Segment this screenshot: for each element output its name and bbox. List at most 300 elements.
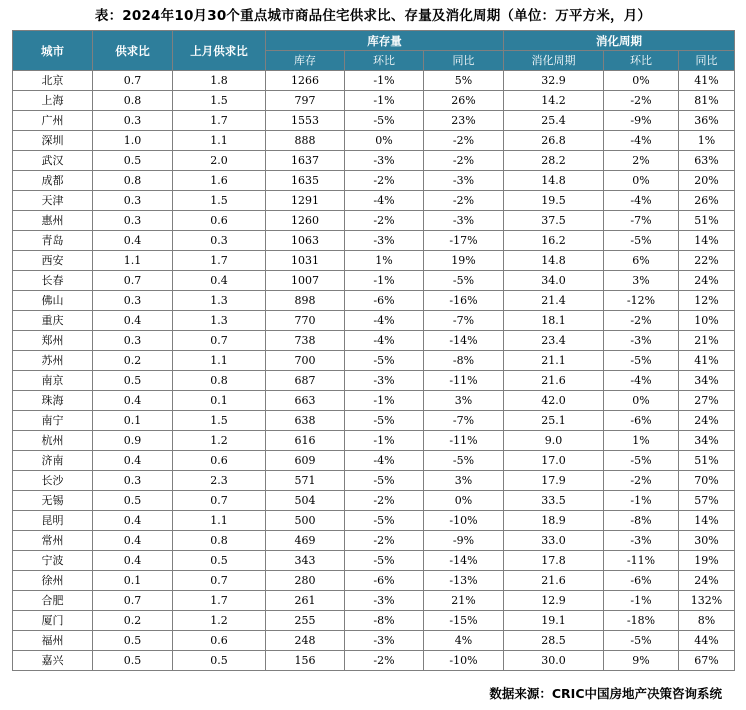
cell-inventory-yoy: 4% bbox=[424, 631, 504, 651]
cell-city: 常州 bbox=[13, 531, 93, 551]
cell-cycle-mom: 0% bbox=[604, 391, 679, 411]
cell-city: 杭州 bbox=[13, 431, 93, 451]
cell-city: 珠海 bbox=[13, 391, 93, 411]
cell-city: 成都 bbox=[13, 171, 93, 191]
cell-city: 济南 bbox=[13, 451, 93, 471]
cell-prev-supply-ratio: 0.4 bbox=[173, 271, 266, 291]
cell-inventory-mom: -5% bbox=[345, 351, 424, 371]
header-inventory-group: 库存量 bbox=[266, 31, 504, 51]
cell-prev-supply-ratio: 0.7 bbox=[173, 491, 266, 511]
table-row bbox=[13, 111, 735, 131]
cell-cycle: 14.8 bbox=[504, 251, 604, 271]
cell-cycle-mom: -6% bbox=[604, 411, 679, 431]
cell-inventory-mom: -4% bbox=[345, 191, 424, 211]
cell-prev-supply-ratio: 0.5 bbox=[173, 651, 266, 671]
cell-city: 北京 bbox=[13, 71, 93, 91]
cell-cycle-yoy: 41% bbox=[679, 351, 735, 371]
cell-inventory-yoy: -3% bbox=[424, 171, 504, 191]
cell-cycle: 14.2 bbox=[504, 91, 604, 111]
cell-inventory-mom: 0% bbox=[345, 131, 424, 151]
cell-inventory-yoy: -2% bbox=[424, 151, 504, 171]
cell-supply-ratio: 0.4 bbox=[93, 451, 173, 471]
table-row bbox=[13, 91, 735, 111]
data-source: 数据来源：CRIC中国房地产决策咨询系统 bbox=[489, 686, 722, 701]
cell-prev-supply-ratio: 2.3 bbox=[173, 471, 266, 491]
cell-supply-ratio: 0.1 bbox=[93, 571, 173, 591]
cell-inventory-mom: -6% bbox=[345, 571, 424, 591]
cell-cycle-mom: -1% bbox=[604, 591, 679, 611]
cell-inventory: 663 bbox=[266, 391, 345, 411]
cell-inventory-mom: -2% bbox=[345, 491, 424, 511]
cell-cycle: 34.0 bbox=[504, 271, 604, 291]
cell-cycle: 25.4 bbox=[504, 111, 604, 131]
cell-prev-supply-ratio: 1.1 bbox=[173, 511, 266, 531]
cell-cycle-yoy: 14% bbox=[679, 231, 735, 251]
cell-inventory-mom: -4% bbox=[345, 331, 424, 351]
cell-supply-ratio: 0.4 bbox=[93, 231, 173, 251]
cell-inventory-yoy: -16% bbox=[424, 291, 504, 311]
cell-cycle-yoy: 63% bbox=[679, 151, 735, 171]
cell-cycle: 28.5 bbox=[504, 631, 604, 651]
cell-prev-supply-ratio: 2.0 bbox=[173, 151, 266, 171]
cell-city: 徐州 bbox=[13, 571, 93, 591]
cell-cycle-yoy: 41% bbox=[679, 71, 735, 91]
cell-city: 重庆 bbox=[13, 311, 93, 331]
cell-inventory-mom: -2% bbox=[345, 211, 424, 231]
cell-cycle-yoy: 14% bbox=[679, 511, 735, 531]
table-row bbox=[13, 391, 735, 411]
cell-inventory-yoy: -5% bbox=[424, 271, 504, 291]
cell-cycle-mom: -3% bbox=[604, 331, 679, 351]
table-row bbox=[13, 511, 735, 531]
header-cycle-group: 消化周期 bbox=[504, 31, 735, 51]
cell-cycle: 33.0 bbox=[504, 531, 604, 551]
cell-cycle-mom: -5% bbox=[604, 451, 679, 471]
cell-inventory: 1266 bbox=[266, 71, 345, 91]
cell-inventory-mom: -5% bbox=[345, 511, 424, 531]
cell-city: 佛山 bbox=[13, 291, 93, 311]
cell-inventory-mom: -3% bbox=[345, 591, 424, 611]
cell-inventory-yoy: 3% bbox=[424, 471, 504, 491]
cell-inventory-yoy: -5% bbox=[424, 451, 504, 471]
cell-supply-ratio: 0.4 bbox=[93, 511, 173, 531]
cell-city: 福州 bbox=[13, 631, 93, 651]
cell-city: 上海 bbox=[13, 91, 93, 111]
cell-inventory-mom: 1% bbox=[345, 251, 424, 271]
cell-inventory: 770 bbox=[266, 311, 345, 331]
cell-cycle-mom: -6% bbox=[604, 571, 679, 591]
header-inventory-yoy: 同比 bbox=[424, 51, 504, 71]
cell-city: 天津 bbox=[13, 191, 93, 211]
cell-cycle-yoy: 1% bbox=[679, 131, 735, 151]
cell-cycle-mom: -12% bbox=[604, 291, 679, 311]
cell-inventory-mom: -2% bbox=[345, 531, 424, 551]
cell-cycle-yoy: 12% bbox=[679, 291, 735, 311]
cell-cycle: 14.8 bbox=[504, 171, 604, 191]
cell-cycle: 17.8 bbox=[504, 551, 604, 571]
cell-cycle-yoy: 8% bbox=[679, 611, 735, 631]
cell-cycle-mom: -8% bbox=[604, 511, 679, 531]
cell-city: 郑州 bbox=[13, 331, 93, 351]
cell-inventory-mom: -5% bbox=[345, 471, 424, 491]
cell-inventory-yoy: 5% bbox=[424, 71, 504, 91]
cell-inventory: 1291 bbox=[266, 191, 345, 211]
cell-cycle-yoy: 21% bbox=[679, 331, 735, 351]
cell-inventory: 571 bbox=[266, 471, 345, 491]
cell-inventory-mom: -5% bbox=[345, 411, 424, 431]
cell-inventory-yoy: 0% bbox=[424, 491, 504, 511]
cell-inventory-yoy: -17% bbox=[424, 231, 504, 251]
cell-prev-supply-ratio: 0.8 bbox=[173, 371, 266, 391]
table-row bbox=[13, 591, 735, 611]
cell-supply-ratio: 0.7 bbox=[93, 591, 173, 611]
cell-supply-ratio: 0.3 bbox=[93, 111, 173, 131]
header-city: 城市 bbox=[13, 31, 93, 71]
cell-cycle-mom: 9% bbox=[604, 651, 679, 671]
cell-cycle-mom: -4% bbox=[604, 131, 679, 151]
cell-cycle: 42.0 bbox=[504, 391, 604, 411]
cell-cycle-yoy: 51% bbox=[679, 451, 735, 471]
cell-city: 深圳 bbox=[13, 131, 93, 151]
cell-inventory: 888 bbox=[266, 131, 345, 151]
cell-prev-supply-ratio: 1.1 bbox=[173, 131, 266, 151]
cell-supply-ratio: 0.3 bbox=[93, 191, 173, 211]
cell-supply-ratio: 0.4 bbox=[93, 391, 173, 411]
cell-cycle: 17.9 bbox=[504, 471, 604, 491]
header-supply-ratio: 供求比 bbox=[93, 31, 173, 71]
cell-inventory: 261 bbox=[266, 591, 345, 611]
cell-inventory: 280 bbox=[266, 571, 345, 591]
cell-prev-supply-ratio: 1.7 bbox=[173, 251, 266, 271]
cell-supply-ratio: 1.0 bbox=[93, 131, 173, 151]
cell-inventory-yoy: -10% bbox=[424, 651, 504, 671]
cell-inventory: 797 bbox=[266, 91, 345, 111]
cell-cycle-mom: -7% bbox=[604, 211, 679, 231]
cell-cycle: 9.0 bbox=[504, 431, 604, 451]
cell-city: 厦门 bbox=[13, 611, 93, 631]
cell-inventory-mom: -4% bbox=[345, 311, 424, 331]
cell-cycle-yoy: 19% bbox=[679, 551, 735, 571]
cell-cycle-yoy: 36% bbox=[679, 111, 735, 131]
cell-inventory-yoy: -14% bbox=[424, 551, 504, 571]
cell-cycle-mom: 6% bbox=[604, 251, 679, 271]
cell-prev-supply-ratio: 1.7 bbox=[173, 111, 266, 131]
cell-cycle-yoy: 24% bbox=[679, 571, 735, 591]
table-row bbox=[13, 291, 735, 311]
cell-city: 南宁 bbox=[13, 411, 93, 431]
cell-inventory-mom: -5% bbox=[345, 551, 424, 571]
data-table bbox=[12, 30, 735, 671]
cell-prev-supply-ratio: 0.7 bbox=[173, 331, 266, 351]
cell-cycle: 33.5 bbox=[504, 491, 604, 511]
cell-inventory: 616 bbox=[266, 431, 345, 451]
cell-cycle-yoy: 24% bbox=[679, 411, 735, 431]
table-row bbox=[13, 651, 735, 671]
cell-supply-ratio: 0.8 bbox=[93, 91, 173, 111]
cell-prev-supply-ratio: 0.7 bbox=[173, 571, 266, 591]
table-row bbox=[13, 191, 735, 211]
table-row bbox=[13, 171, 735, 191]
cell-inventory: 1260 bbox=[266, 211, 345, 231]
cell-cycle: 37.5 bbox=[504, 211, 604, 231]
cell-city: 长春 bbox=[13, 271, 93, 291]
cell-supply-ratio: 0.3 bbox=[93, 211, 173, 231]
cell-inventory-yoy: 21% bbox=[424, 591, 504, 611]
cell-inventory-yoy: -14% bbox=[424, 331, 504, 351]
cell-inventory: 898 bbox=[266, 291, 345, 311]
header-cycle: 消化周期 bbox=[504, 51, 604, 71]
cell-prev-supply-ratio: 1.8 bbox=[173, 71, 266, 91]
cell-city: 广州 bbox=[13, 111, 93, 131]
header-cycle-mom: 环比 bbox=[604, 51, 679, 71]
cell-inventory-mom: -2% bbox=[345, 171, 424, 191]
cell-cycle-mom: -11% bbox=[604, 551, 679, 571]
cell-inventory: 1007 bbox=[266, 271, 345, 291]
cell-inventory: 1635 bbox=[266, 171, 345, 191]
cell-supply-ratio: 0.9 bbox=[93, 431, 173, 451]
table-row bbox=[13, 491, 735, 511]
cell-inventory-yoy: 19% bbox=[424, 251, 504, 271]
cell-prev-supply-ratio: 1.3 bbox=[173, 311, 266, 331]
cell-supply-ratio: 0.5 bbox=[93, 651, 173, 671]
cell-inventory-yoy: 26% bbox=[424, 91, 504, 111]
cell-cycle: 30.0 bbox=[504, 651, 604, 671]
cell-inventory: 500 bbox=[266, 511, 345, 531]
cell-cycle: 18.9 bbox=[504, 511, 604, 531]
cell-inventory-mom: -1% bbox=[345, 391, 424, 411]
cell-inventory-mom: -3% bbox=[345, 371, 424, 391]
cell-cycle-yoy: 34% bbox=[679, 431, 735, 451]
cell-cycle: 12.9 bbox=[504, 591, 604, 611]
cell-prev-supply-ratio: 0.1 bbox=[173, 391, 266, 411]
cell-cycle-mom: -5% bbox=[604, 351, 679, 371]
cell-cycle-yoy: 10% bbox=[679, 311, 735, 331]
cell-cycle-mom: -4% bbox=[604, 371, 679, 391]
cell-inventory-mom: -3% bbox=[345, 631, 424, 651]
cell-cycle-yoy: 26% bbox=[679, 191, 735, 211]
table-row bbox=[13, 71, 735, 91]
cell-cycle-yoy: 57% bbox=[679, 491, 735, 511]
table-row bbox=[13, 451, 735, 471]
cell-inventory: 469 bbox=[266, 531, 345, 551]
cell-inventory-yoy: -2% bbox=[424, 191, 504, 211]
cell-inventory-mom: -6% bbox=[345, 291, 424, 311]
cell-cycle: 21.1 bbox=[504, 351, 604, 371]
cell-inventory-yoy: -11% bbox=[424, 371, 504, 391]
cell-inventory-mom: -8% bbox=[345, 611, 424, 631]
table-row bbox=[13, 311, 735, 331]
cell-city: 长沙 bbox=[13, 471, 93, 491]
cell-supply-ratio: 0.5 bbox=[93, 371, 173, 391]
header-inventory-mom: 环比 bbox=[345, 51, 424, 71]
cell-inventory-yoy: 23% bbox=[424, 111, 504, 131]
cell-inventory: 255 bbox=[266, 611, 345, 631]
cell-supply-ratio: 0.4 bbox=[93, 551, 173, 571]
cell-cycle-yoy: 22% bbox=[679, 251, 735, 271]
cell-cycle-yoy: 30% bbox=[679, 531, 735, 551]
cell-cycle-mom: -2% bbox=[604, 91, 679, 111]
cell-prev-supply-ratio: 0.6 bbox=[173, 451, 266, 471]
table-row bbox=[13, 411, 735, 431]
cell-cycle: 19.5 bbox=[504, 191, 604, 211]
cell-prev-supply-ratio: 1.1 bbox=[173, 351, 266, 371]
cell-inventory: 1063 bbox=[266, 231, 345, 251]
cell-city: 昆明 bbox=[13, 511, 93, 531]
cell-city: 嘉兴 bbox=[13, 651, 93, 671]
cell-cycle-mom: 0% bbox=[604, 171, 679, 191]
cell-inventory-mom: -3% bbox=[345, 231, 424, 251]
cell-supply-ratio: 0.7 bbox=[93, 271, 173, 291]
cell-cycle-yoy: 34% bbox=[679, 371, 735, 391]
cell-prev-supply-ratio: 1.5 bbox=[173, 411, 266, 431]
table-row bbox=[13, 431, 735, 451]
table-row bbox=[13, 351, 735, 371]
cell-city: 无锡 bbox=[13, 491, 93, 511]
cell-cycle-mom: -18% bbox=[604, 611, 679, 631]
cell-inventory-yoy: -9% bbox=[424, 531, 504, 551]
cell-inventory: 156 bbox=[266, 651, 345, 671]
cell-prev-supply-ratio: 1.2 bbox=[173, 431, 266, 451]
cell-supply-ratio: 0.2 bbox=[93, 351, 173, 371]
cell-cycle: 21.6 bbox=[504, 571, 604, 591]
cell-cycle-mom: -5% bbox=[604, 231, 679, 251]
table-row bbox=[13, 211, 735, 231]
cell-cycle: 17.0 bbox=[504, 451, 604, 471]
table-row bbox=[13, 471, 735, 491]
cell-cycle: 19.1 bbox=[504, 611, 604, 631]
cell-inventory-mom: -3% bbox=[345, 151, 424, 171]
cell-prev-supply-ratio: 0.6 bbox=[173, 631, 266, 651]
cell-city: 苏州 bbox=[13, 351, 93, 371]
cell-cycle: 32.9 bbox=[504, 71, 604, 91]
cell-inventory-mom: -1% bbox=[345, 431, 424, 451]
cell-prev-supply-ratio: 1.2 bbox=[173, 611, 266, 631]
table-row bbox=[13, 331, 735, 351]
cell-supply-ratio: 0.4 bbox=[93, 311, 173, 331]
cell-supply-ratio: 0.7 bbox=[93, 71, 173, 91]
cell-supply-ratio: 0.1 bbox=[93, 411, 173, 431]
cell-inventory-yoy: 3% bbox=[424, 391, 504, 411]
cell-cycle-mom: -4% bbox=[604, 191, 679, 211]
table-body bbox=[13, 71, 735, 671]
cell-cycle-mom: -1% bbox=[604, 491, 679, 511]
cell-supply-ratio: 0.5 bbox=[93, 631, 173, 651]
cell-cycle-mom: 3% bbox=[604, 271, 679, 291]
cell-inventory: 248 bbox=[266, 631, 345, 651]
cell-supply-ratio: 0.3 bbox=[93, 291, 173, 311]
cell-prev-supply-ratio: 0.8 bbox=[173, 531, 266, 551]
cell-inventory-mom: -4% bbox=[345, 451, 424, 471]
cell-city: 西安 bbox=[13, 251, 93, 271]
cell-supply-ratio: 0.3 bbox=[93, 331, 173, 351]
cell-prev-supply-ratio: 1.6 bbox=[173, 171, 266, 191]
table-row bbox=[13, 131, 735, 151]
cell-inventory-yoy: -3% bbox=[424, 211, 504, 231]
table-row bbox=[13, 631, 735, 651]
cell-inventory-mom: -1% bbox=[345, 91, 424, 111]
cell-cycle-mom: -9% bbox=[604, 111, 679, 131]
cell-cycle-yoy: 132% bbox=[679, 591, 735, 611]
cell-inventory-mom: -5% bbox=[345, 111, 424, 131]
cell-prev-supply-ratio: 0.5 bbox=[173, 551, 266, 571]
table-row bbox=[13, 571, 735, 591]
cell-cycle-yoy: 51% bbox=[679, 211, 735, 231]
cell-cycle-mom: 1% bbox=[604, 431, 679, 451]
cell-supply-ratio: 0.5 bbox=[93, 491, 173, 511]
cell-cycle-yoy: 67% bbox=[679, 651, 735, 671]
cell-cycle-yoy: 70% bbox=[679, 471, 735, 491]
cell-cycle: 21.4 bbox=[504, 291, 604, 311]
cell-inventory-yoy: -11% bbox=[424, 431, 504, 451]
cell-inventory: 504 bbox=[266, 491, 345, 511]
table-row bbox=[13, 151, 735, 171]
header-inventory: 库存 bbox=[266, 51, 345, 71]
cell-inventory-yoy: -2% bbox=[424, 131, 504, 151]
table-row bbox=[13, 531, 735, 551]
cell-supply-ratio: 0.4 bbox=[93, 531, 173, 551]
cell-city: 惠州 bbox=[13, 211, 93, 231]
cell-city: 南京 bbox=[13, 371, 93, 391]
cell-prev-supply-ratio: 1.5 bbox=[173, 191, 266, 211]
cell-cycle-yoy: 44% bbox=[679, 631, 735, 651]
cell-inventory: 687 bbox=[266, 371, 345, 391]
cell-city: 青岛 bbox=[13, 231, 93, 251]
cell-supply-ratio: 1.1 bbox=[93, 251, 173, 271]
cell-cycle-mom: -3% bbox=[604, 531, 679, 551]
cell-cycle-yoy: 20% bbox=[679, 171, 735, 191]
cell-inventory-yoy: -13% bbox=[424, 571, 504, 591]
table-row bbox=[13, 231, 735, 251]
cell-inventory: 738 bbox=[266, 331, 345, 351]
cell-prev-supply-ratio: 0.3 bbox=[173, 231, 266, 251]
cell-inventory: 700 bbox=[266, 351, 345, 371]
cell-cycle-mom: -5% bbox=[604, 631, 679, 651]
cell-city: 合肥 bbox=[13, 591, 93, 611]
cell-cycle-yoy: 27% bbox=[679, 391, 735, 411]
cell-supply-ratio: 0.8 bbox=[93, 171, 173, 191]
cell-inventory-yoy: -7% bbox=[424, 411, 504, 431]
cell-inventory: 1553 bbox=[266, 111, 345, 131]
cell-inventory: 1031 bbox=[266, 251, 345, 271]
cell-cycle: 16.2 bbox=[504, 231, 604, 251]
cell-inventory-yoy: -8% bbox=[424, 351, 504, 371]
cell-inventory-mom: -2% bbox=[345, 651, 424, 671]
cell-inventory-yoy: -15% bbox=[424, 611, 504, 631]
cell-cycle: 18.1 bbox=[504, 311, 604, 331]
cell-cycle-mom: -2% bbox=[604, 311, 679, 331]
cell-inventory-mom: -1% bbox=[345, 71, 424, 91]
cell-inventory: 609 bbox=[266, 451, 345, 471]
cell-supply-ratio: 0.2 bbox=[93, 611, 173, 631]
cell-inventory-yoy: -10% bbox=[424, 511, 504, 531]
cell-cycle: 28.2 bbox=[504, 151, 604, 171]
cell-cycle: 26.8 bbox=[504, 131, 604, 151]
cell-inventory-mom: -1% bbox=[345, 271, 424, 291]
cell-inventory: 343 bbox=[266, 551, 345, 571]
cell-prev-supply-ratio: 1.3 bbox=[173, 291, 266, 311]
cell-cycle: 21.6 bbox=[504, 371, 604, 391]
cell-city: 武汉 bbox=[13, 151, 93, 171]
cell-cycle-yoy: 81% bbox=[679, 91, 735, 111]
table-row bbox=[13, 251, 735, 271]
cell-supply-ratio: 0.3 bbox=[93, 471, 173, 491]
cell-cycle-mom: 0% bbox=[604, 71, 679, 91]
cell-prev-supply-ratio: 0.6 bbox=[173, 211, 266, 231]
cell-inventory-yoy: -7% bbox=[424, 311, 504, 331]
table-row bbox=[13, 551, 735, 571]
cell-prev-supply-ratio: 1.7 bbox=[173, 591, 266, 611]
header-cycle-yoy: 同比 bbox=[679, 51, 735, 71]
